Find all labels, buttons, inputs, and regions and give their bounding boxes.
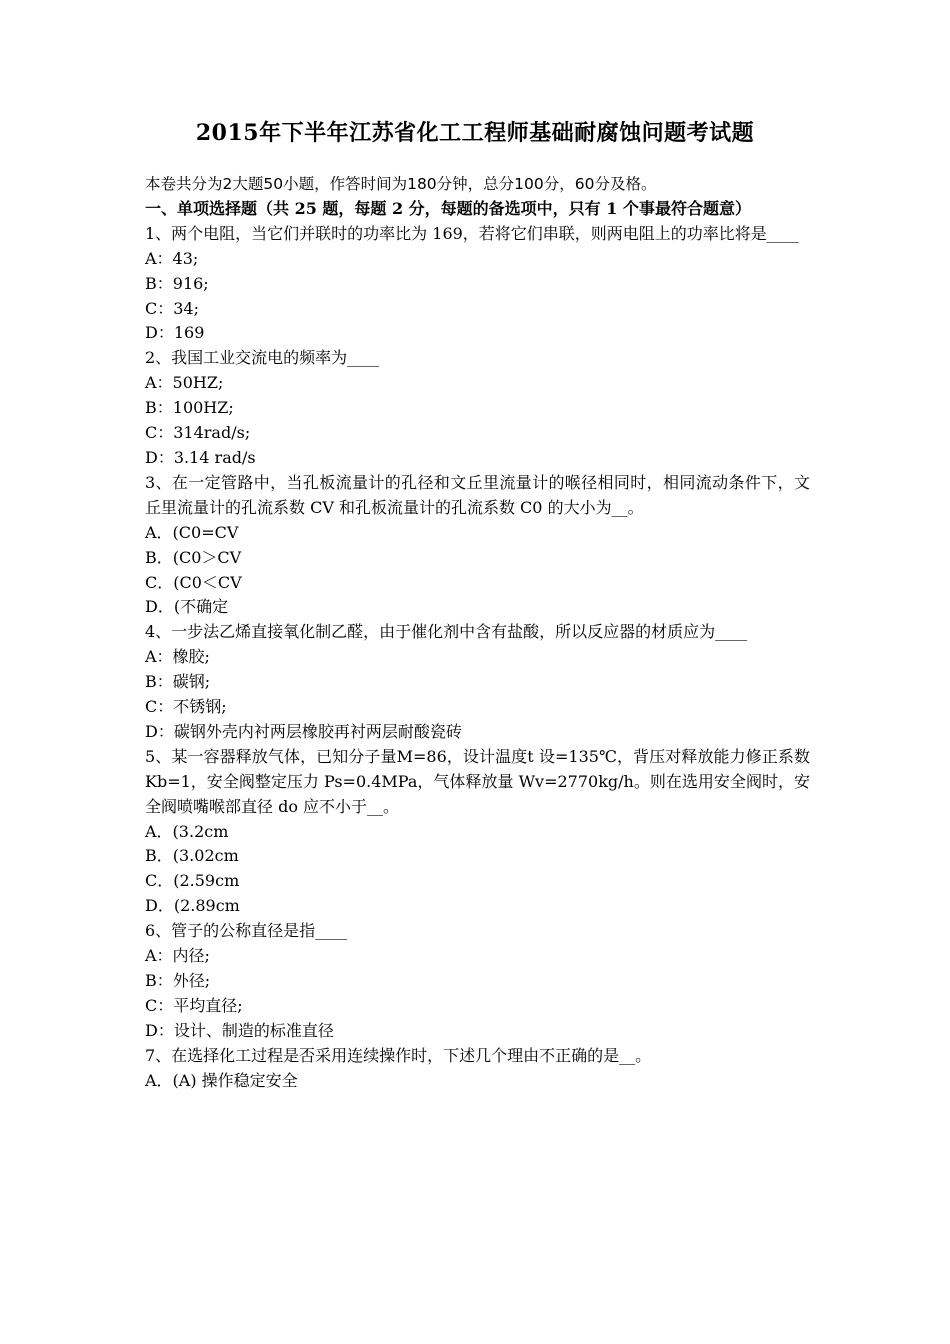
answer-option: D：设计、制造的标准直径 bbox=[145, 1020, 334, 1040]
answer-option: D．(2.89cm bbox=[145, 896, 240, 916]
answer-option: A：橡胶; bbox=[145, 647, 210, 667]
answer-option: C：不锈钢; bbox=[145, 697, 227, 717]
answer-option: B：碳钢; bbox=[145, 672, 211, 692]
answer-option: B．(C0＞CV bbox=[145, 547, 242, 567]
question-stem: 3、在一定管路中，当孔板流量计的孔径和文丘里流量计的喉径相同时，相同流动条件下，文丘里流量计的孔流系数 CV 和孔板流量计的孔流系数 C0 的大小为__。 bbox=[145, 472, 810, 517]
document-body bbox=[145, 172, 810, 1094]
answer-option: B：100HZ; bbox=[145, 398, 234, 418]
answer-option: B：916; bbox=[145, 273, 209, 293]
answer-option: C：平均直径; bbox=[145, 995, 243, 1015]
exam-intro: 本卷共分为2大题50小题，作答时间为180分钟，总分100分，60分及格。 bbox=[145, 175, 657, 193]
answer-option: A．(A) 操作稳定安全 bbox=[145, 1070, 298, 1090]
question-stem: 5、某一容器释放气体，已知分子量M=86，设计温度t 设=135℃，背压对释放能力修正系数 Kb=1，安全阀整定压力 Ps=0.4MPa，气体释放量 Wv=2770kg/h。则在选用安全阀时，安全阀喷嘴喉部直径 do 应不小于__。 bbox=[145, 746, 810, 816]
question-list bbox=[145, 222, 810, 1094]
question-item bbox=[145, 346, 810, 471]
question-item bbox=[145, 471, 810, 620]
answer-option: C：314rad/s; bbox=[145, 423, 251, 443]
question-stem: 7、在选择化工过程是否采用连续操作时，下述几个理由不正确的是__。 bbox=[145, 1045, 652, 1065]
question-stem: 4、一步法乙烯直接氧化制乙醛，由于催化剂中含有盐酸，所以反应器的材质应为____ bbox=[145, 622, 748, 642]
section-heading: 一、单项选择题（共 25 题，每题 2 分，每题的备选项中，只有 1 个事最符合题意） bbox=[145, 198, 751, 218]
answer-option: B．(3.02cm bbox=[145, 846, 239, 866]
answer-option: C：34; bbox=[145, 298, 199, 318]
answer-option: C．(C0＜CV bbox=[145, 572, 242, 592]
answer-option: D：3.14 rad/s bbox=[145, 447, 256, 467]
answer-option: A：内径; bbox=[145, 946, 210, 966]
answer-option: A：50HZ; bbox=[145, 373, 224, 393]
question-stem: 1、两个电阻，当它们并联时的功率比为 169，若将它们串联，则两电阻上的功率比将是____ bbox=[145, 223, 799, 243]
document-title: 2015年下半年江苏省化工工程师基础耐腐蚀问题考试题 bbox=[195, 120, 755, 146]
answer-option: A．(C0=CV bbox=[145, 522, 239, 542]
answer-option: D：碳钢外壳内衬两层橡胶再衬两层耐酸瓷砖 bbox=[145, 721, 462, 741]
question-item bbox=[145, 745, 810, 919]
question-stem: 6、管子的公称直径是指____ bbox=[145, 921, 348, 941]
question-item bbox=[145, 919, 810, 1044]
answer-option: D：169 bbox=[145, 323, 205, 343]
question-stem: 2、我国工业交流电的频率为____ bbox=[145, 348, 380, 368]
question-item bbox=[145, 620, 810, 745]
answer-option: C．(2.59cm bbox=[145, 871, 240, 891]
question-item bbox=[145, 222, 810, 347]
answer-option: D．(不确定 bbox=[145, 597, 229, 617]
question-item bbox=[145, 1044, 810, 1094]
answer-option: A：43; bbox=[145, 248, 199, 268]
answer-option: B：外径; bbox=[145, 971, 211, 990]
answer-option: A．(3.2cm bbox=[145, 821, 229, 841]
